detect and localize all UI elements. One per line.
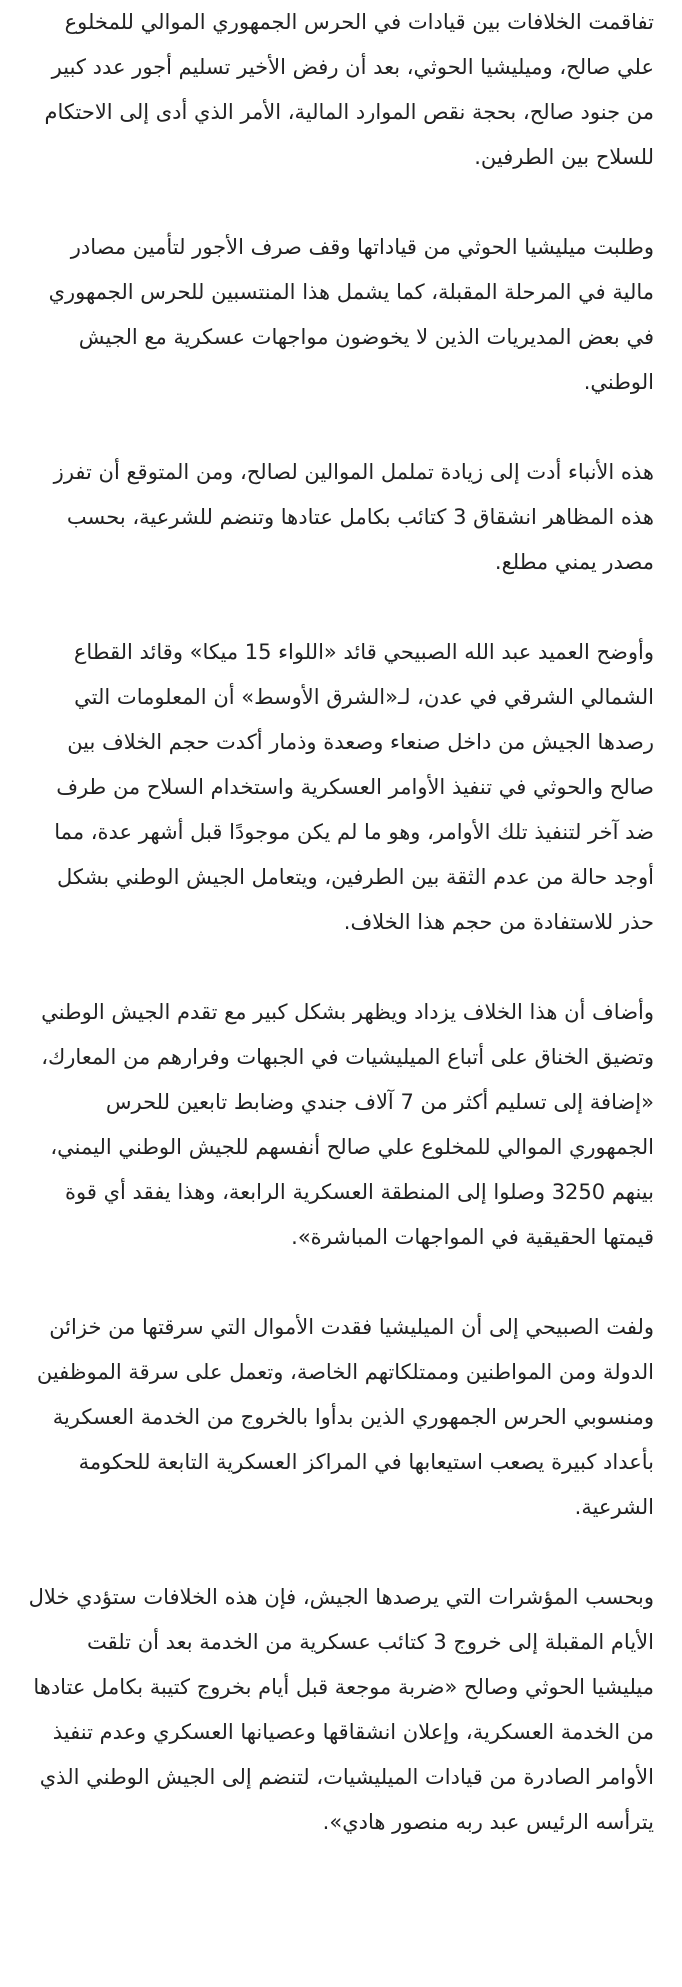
- article-paragraph-7: وبحسب المؤشرات التي يرصدها الجيش، فإن هذه الخلافات ستؤدي خلال الأيام المقبلة إلى خروج 3 كتائب عسكرية من الخدمة بعد أن تلقت ميليشيا الحوثي وصالح «ضربة موجعة قبل أيام بخروج كتيبة بكامل عتادها من الخدمة العسكرية، وإعلان انشقاقها وعصيانها العسكري وعدم تنفيذ الأوامر الصادرة من قيادات الميليشيات، لتنضم إلى الجيش الوطني الذي يترأسه الرئيس عبد ربه منصور هادي».: [28, 1585, 654, 1834]
- article-paragraph-1: تفاقمت الخلافات بين قيادات في الحرس الجمهوري الموالي للمخلوع علي صالح، وميليشيا الحوثي، بعد أن رفض الأخير تسليم أجور عدد كبير من جنود صالح، بحجة نقص الموارد المالية، الأمر الذي أدى إلى الاحتكام للسلاح بين الطرفين.: [44, 10, 654, 169]
- article-paragraph-6: ولفت الصبيحي إلى أن الميليشيا فقدت الأموال التي سرقتها من خزائن الدولة ومن المواطنين وممتلكاتهم الخاصة، وتعمل على سرقة الموظفين ومنسوبي الحرس الجمهوري الذين بدأوا بالخروج من الخدمة العسكرية بأعداد كبيرة يصعب استيعابها في المراكز العسكرية التابعة للحكومة الشرعية.: [36, 1315, 654, 1519]
- article-paragraph-3: هذه الأنباء أدت إلى زيادة تململ الموالين لصالح، ومن المتوقع أن تفرز هذه المظاهر انشقاق 3 كتائب بكامل عتادها وتنضم للشرعية، بحسب مصدر يمني مطلع.: [53, 460, 654, 574]
- article-paragraph-2: وطلبت ميليشيا الحوثي من قياداتها وقف صرف الأجور لتأمين مصادر مالية في المرحلة المقبلة، كما يشمل هذا المنتسبين للحرس الجمهوري في بعض المديريات الذين لا يخوضون مواجهات عسكرية مع الجيش الوطني.: [48, 235, 654, 394]
- article-paragraph-4: وأوضح العميد عبد الله الصبيحي قائد «اللواء 15 ميكا» وقائد القطاع الشمالي الشرقي في عدن، لـ«الشرق الأوسط» أن المعلومات التي رصدها الجيش من داخل صنعاء وصعدة وذمار أكدت حجم الخلاف بين صالح والحوثي في تنفيذ الأوامر العسكرية واستخدام السلاح من طرف ضد آخر لتنفيذ تلك الأوامر، وهو ما لم يكن موجودًا قبل أشهر عدة، مما أوجد حالة من عدم الثقة بين الطرفين، ويتعامل الجيش الوطني بشكل حذر للاستفادة من حجم هذا الخلاف.: [54, 640, 654, 934]
- article-paragraph-5: وأضاف أن هذا الخلاف يزداد ويظهر بشكل كبير مع تقدم الجيش الوطني وتضيق الخناق على أتباع الميليشيات في الجبهات وفرارهم من المعارك، «إضافة إلى تسليم أكثر من 7 آلاف جندي وضابط تابعين للحرس الجمهوري الموالي للمخلوع علي صالح أنفسهم للجيش الوطني اليمني، بينهم 3250 وصلوا إلى المنطقة العسكرية الرابعة، وهذا يفقد أي قوة قيمتها الحقيقية في المواجهات المباشرة».: [41, 1000, 654, 1249]
